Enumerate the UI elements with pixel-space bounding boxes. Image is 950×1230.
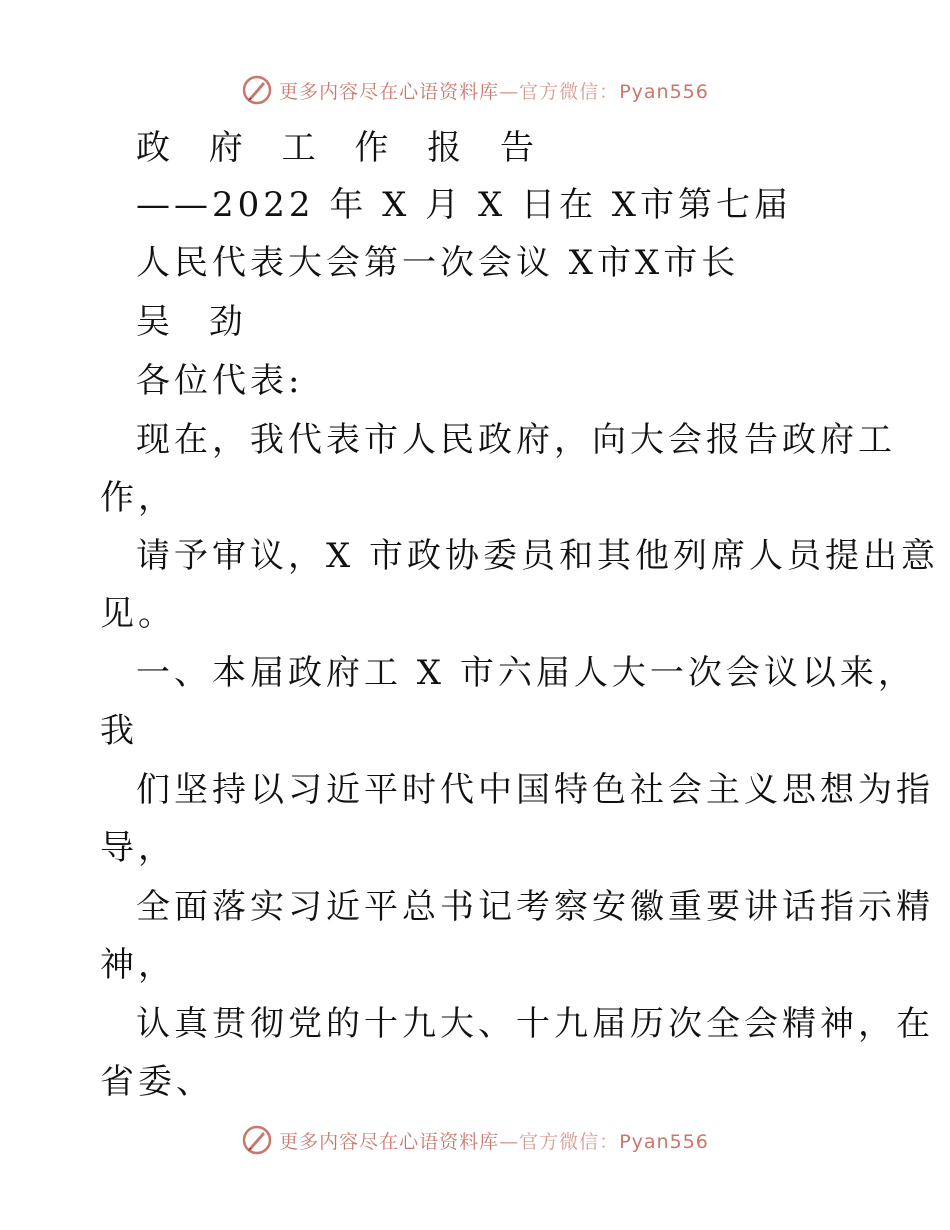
quill-logo-icon [241,1124,273,1156]
doc-paragraph-line: 我 [100,711,138,751]
doc-paragraph-line: 见。 [100,594,176,634]
doc-paragraph-line: 现在，我代表市人民政府，向大会报告政府工 [136,420,896,460]
doc-salutation: 各位代表: [136,361,304,401]
watermark-footer [0,1120,950,1160]
watermark-text: 更多内容尽在心语资料库—官方微信：Pyan556 [279,1130,709,1153]
doc-paragraph-line: 一、本届政府工 X 市六届人大一次会议以来， [136,653,916,693]
doc-paragraph-line: 省委、 [100,1062,214,1102]
doc-author: 吴 劲 [136,302,257,342]
doc-title: 政 府 工 作 报 告 [136,128,549,168]
doc-paragraph-line: 神， [100,945,176,985]
doc-subtitle-line-1: ——2022 年 X 月 X 日在 X市第七届 [136,185,792,225]
watermark-text: 更多内容尽在心语资料库—官方微信：Pyan556 [279,80,709,103]
doc-paragraph-line: 导， [100,828,176,868]
doc-paragraph-line: 认真贯彻党的十九大、十九届历次全会精神，在 [136,1004,934,1044]
doc-subtitle-line-2: 人民代表大会第一次会议 X市X市长 [136,243,740,283]
doc-paragraph-line: 全面落实习近平总书记考察安徽重要讲话指示精 [136,887,934,927]
doc-paragraph-line: 请予审议，X 市政协委员和其他列席人员提出意 [136,536,940,576]
doc-paragraph-line: 们坚持以习近平时代中国特色社会主义思想为指 [136,770,934,810]
doc-paragraph-line: 作， [100,478,176,518]
